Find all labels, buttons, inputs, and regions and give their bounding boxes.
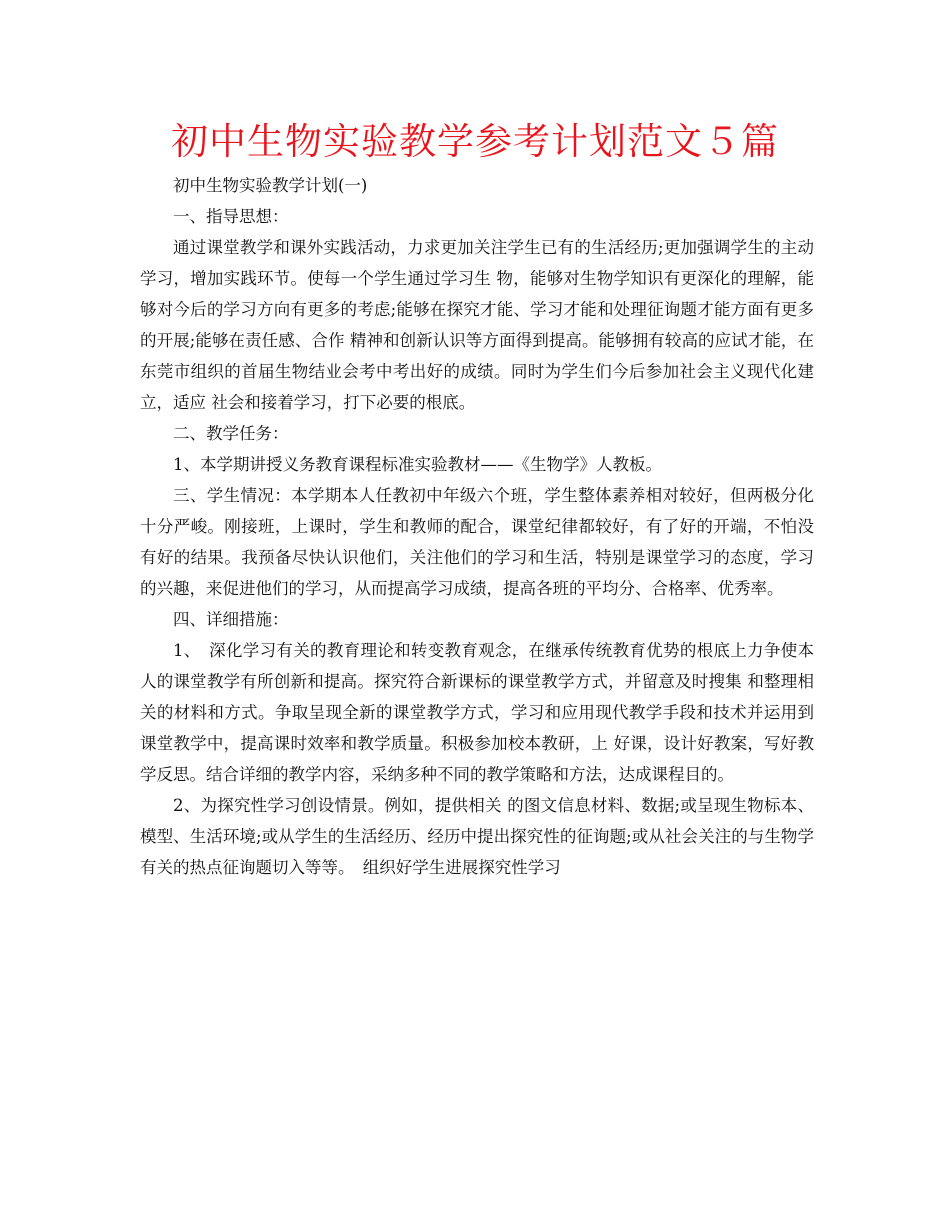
paragraph-measure-2: 2、为探究性学习创设情景。例如，提供相关 的图文信息材料、数据;或呈现生物标本、模型、生活环境;或从学生的生活经历、经历中提出探究性的征询题;或从社会关注的与生物学有关的热点征询题切入等等。 组织好学生进展探究性学习 bbox=[140, 796, 814, 877]
document-subtitle: 初中生物实验教学计划(一) bbox=[173, 176, 368, 195]
paragraph-measure-1: 1、 深化学习有关的教育理论和转变教育观念，在继承传统教育优势的根底上力争使本人的课堂教学有所创新和提高。探究符合新课标的课堂教学方式，并留意及时搜集 和整理相关的材料和方式。争取呈现全新的课堂教学方式，学习和应用现代教学手段和技术并运用到课堂教学中，提高课时效率和教学质量。积极参加校本教研，上 好课，设计好教案，写好教学反思。结合详细的教学内容，采纳多种不同的教学策略和方法，达成课程目的。 bbox=[140, 641, 814, 784]
section-heading-guiding-ideology: 一、指导思想： bbox=[173, 207, 289, 226]
paragraph-teaching-tasks: 1、本学期讲授义务教育课程标准实验教材——《生物学》人教板。 bbox=[173, 455, 662, 474]
document-body bbox=[140, 170, 814, 883]
paragraph-student-situation: 三、学生情况：本学期本人任教初中年级六个班，学生整体素养相对较好，但两极分化十分严峻。刚接班，上课时，学生和教师的配合，课堂纪律都较好，有了好的开端，不怕没有好的结果。我预备尽快认识他们，关注他们的学习和生活，特别是课堂学习的态度，学习的兴趣，来促进他们的学习，从而提高学习成绩，提高各班的平均分、合格率、优秀率。 bbox=[140, 486, 814, 598]
section-heading-teaching-tasks: 二、教学任务： bbox=[173, 424, 289, 443]
document-title: 初中生物实验教学参考计划范文５篇 bbox=[171, 120, 779, 163]
section-heading-measures: 四、详细措施： bbox=[173, 610, 289, 629]
paragraph-guiding-ideology: 通过课堂教学和课外实践活动，力求更加关注学生已有的生活经历;更加强调学生的主动学习，增加实践环节。使每一个学生通过学习生 物，能够对生物学知识有更深化的理解，能够对今后的学习方向有更多的考虑;能够在探究才能、学习才能和处理征询题才能方面有更多的开展;能够在责任感、合作 精神和创新认识等方面得到提高。能够拥有较高的应试才能，在东莞市组织的首届生物结业会考中考出好的成绩。同时为学生们今后参加社会主义现代化建立，适应 社会和接着学习，打下必要的根底。 bbox=[140, 238, 814, 412]
